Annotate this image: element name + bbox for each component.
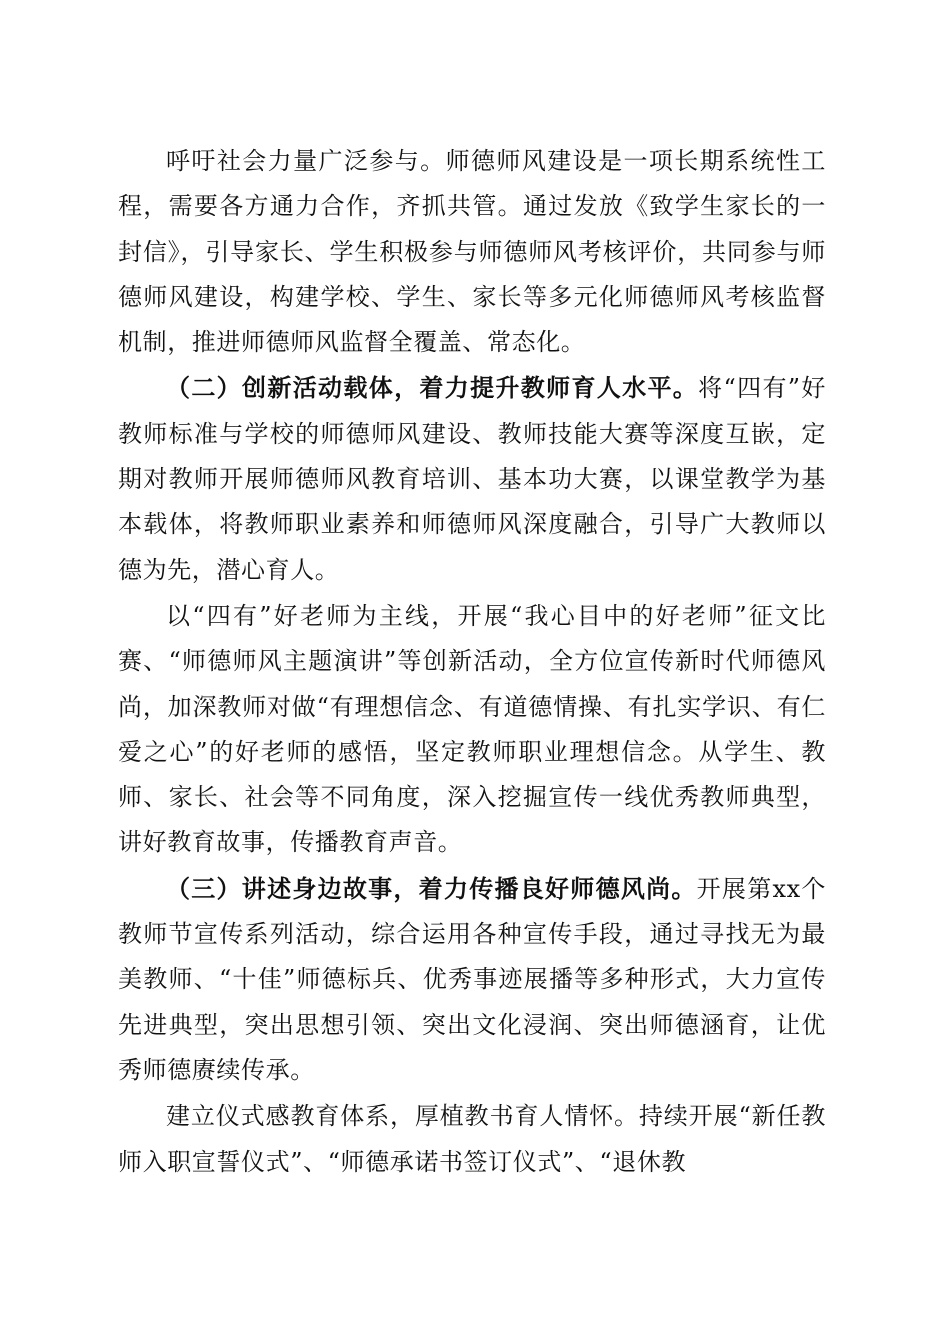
paragraph-text: 以“四有”好老师为主线，开展“我心目中的好老师”征文比赛、“师德师风主题演讲”等创新活动，全方位宣传新时代师德风尚，加深教师对做“有理想信念、有道德情操、有扎实学识、有仁爱之心”的好老师的感悟，坚定教师职业理想信念。从学生、教师、家长、社会等不同角度，深入挖掘宣传一线优秀教师典型，讲好教育故事，传播教育声音。 <box>118 601 826 857</box>
section-three-heading: （三）讲述身边故事，着力传播良好师德风尚。 <box>166 873 697 903</box>
section-two-heading: （二）创新活动载体，着力提升教师育人水平。 <box>166 373 699 403</box>
paragraph-text: 呼吁社会力量广泛参与。师德师风建设是一项长期系统性工程，需要各方通力合作，齐抓共管。通过发放《致学生家长的一封信》，引导家长、学生积极参与师德师风考核评价，共同参与师德师风建设，构建学校、学生、家长等多元化师德师风考核监督机制，推进师德师风监督全覆盖、常态化。 <box>118 147 826 357</box>
paragraph-text: 开展第xx个教师节宣传系列活动，综合运用各种宣传手段，通过寻找无为最美教师、“十佳”师德标兵、优秀事迹展播等多种形式，大力宣传先进典型，突出思想引领、突出文化浸润、突出师德涵育，让优秀师德赓续传承。 <box>118 874 827 1084</box>
document-body <box>118 138 826 1185</box>
paragraph-text: 建立仪式感教育体系，厚植教书育人情怀。持续开展“新任教师入职宣誓仪式”、“师德承诺书签订仪式”、“退休教 <box>118 1102 826 1176</box>
paragraph-section-two <box>118 365 826 592</box>
paragraph-four-good-teachers <box>118 593 826 866</box>
paragraph-ceremony-education <box>118 1093 826 1185</box>
paragraph-section-three <box>118 866 826 1093</box>
paragraph-social-participation <box>118 138 826 365</box>
paragraph-text: 将“四有”好教师标准与学校的师德师风建设、教师技能大赛等深度互嵌，定期对教师开展师德师风教育培训、基本功大赛，以课堂教学为基本载体，将教师职业素养和师德师风深度融合，引导广大教师以德为先，潜心育人。 <box>118 374 826 584</box>
